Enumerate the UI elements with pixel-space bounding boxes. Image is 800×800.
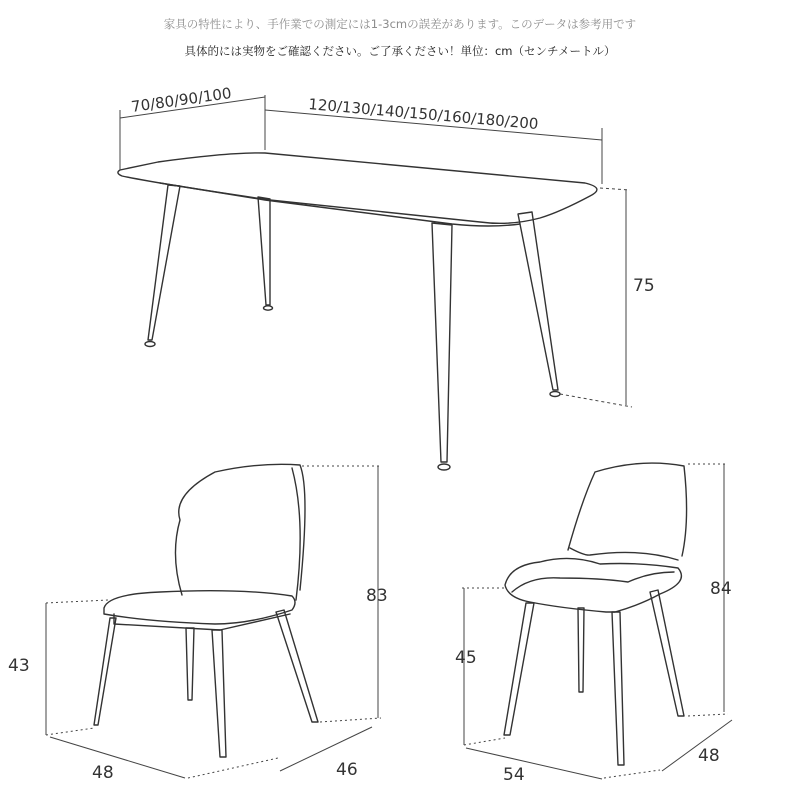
table-leg-front-right (432, 223, 452, 462)
chair-left-depth-label: 46 (336, 760, 358, 780)
chair-right (504, 463, 687, 765)
chair-left-leg-back-left (186, 628, 194, 700)
table-foot-back-right (550, 392, 560, 397)
chair-left-width-label: 48 (92, 763, 114, 783)
table-width-label: 120/130/140/150/160/180/200 (307, 95, 540, 134)
chair-right-dimension-lines (462, 464, 732, 779)
chair-right-backrest-inner (570, 548, 678, 560)
chair-right-backrest (568, 463, 687, 556)
chair-right-total-height-label: 84 (710, 579, 732, 599)
chair-right-leg-front-right (612, 612, 624, 765)
chair-left-backrest-edge (292, 468, 300, 600)
dining-table (118, 153, 597, 470)
chair-left-leg-front-left (94, 618, 116, 725)
chair-left-seat-height-label: 43 (8, 656, 30, 676)
table-dimension-lines (120, 95, 632, 407)
chair-left-dimension-lines (46, 466, 381, 778)
unit-note: 具体的には実物をご確認ください。ご了承ください！単位：cm（センチメートル） (184, 44, 616, 58)
chair-right-seat-height-label: 45 (455, 648, 477, 668)
chair-left-leg-front-right (212, 630, 226, 757)
chair-left-seat-rail (114, 614, 290, 630)
chair-right-seat-edge (512, 572, 674, 592)
chair-right-seat (505, 558, 681, 612)
chair-left-backrest (175, 464, 305, 595)
table-leg-front-left (148, 185, 180, 340)
disclaimer-note: 家具の特性により、手作業での測定には1-3cmの誤差があります。このデータは参考用です (163, 17, 637, 31)
chair-right-depth-label: 48 (698, 746, 720, 766)
chair-left-leg-back-right (276, 610, 318, 722)
chair-left (94, 464, 318, 757)
table-depth-label: 70/80/90/100 (130, 84, 233, 116)
table-height-label: 75 (633, 276, 655, 296)
table-foot-front-left (145, 342, 155, 347)
chair-left-total-height-label: 83 (366, 586, 388, 606)
chair-right-width-label: 54 (503, 765, 525, 785)
table-foot-front-right (438, 464, 450, 470)
table-leg-back-left (258, 197, 270, 305)
chair-right-leg-front-left (504, 603, 534, 735)
chair-right-leg-back-left (578, 608, 584, 692)
chair-right-leg-back-right (650, 590, 684, 716)
table-top-thickness (160, 183, 520, 226)
table-leg-back-right (518, 212, 558, 390)
table-foot-back-left (264, 306, 273, 310)
